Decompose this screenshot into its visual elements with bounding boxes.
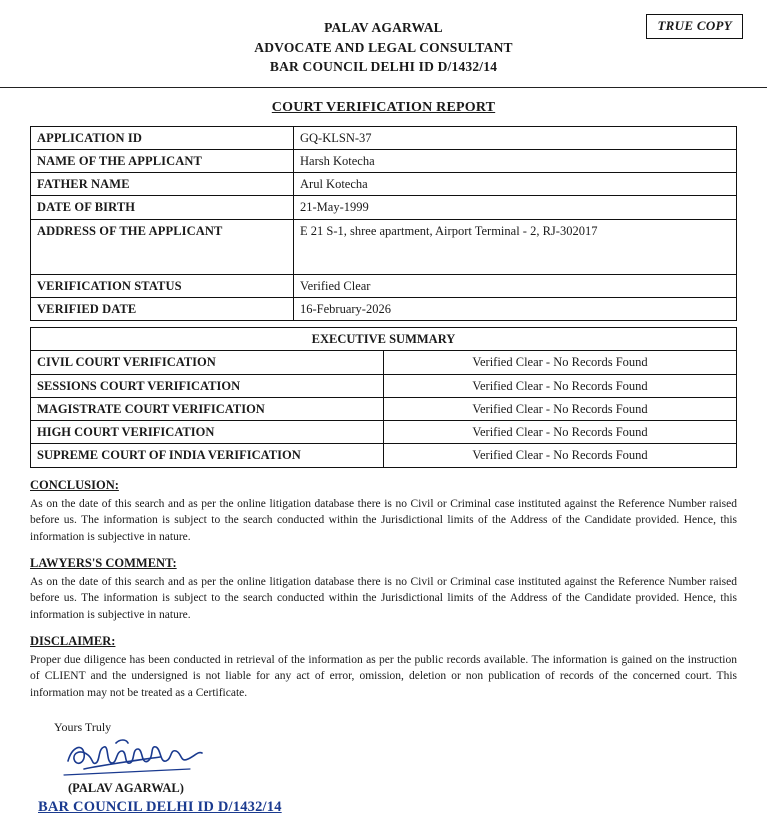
table-row xyxy=(31,173,737,196)
table-row xyxy=(31,297,737,320)
content-wrap xyxy=(0,126,767,816)
summary-heading: EXECUTIVE SUMMARY xyxy=(31,328,737,351)
conclusion-title: CONCLUSION: xyxy=(30,477,119,492)
table-row xyxy=(31,374,737,397)
table-row xyxy=(31,274,737,297)
row-label: NAME OF THE APPLICANT xyxy=(31,149,294,172)
executive-summary-table xyxy=(30,327,737,468)
summary-value: Verified Clear - No Records Found xyxy=(384,397,737,420)
row-value: E 21 S-1, shree apartment, Airport Terminal - 2, RJ-302017 xyxy=(294,219,737,274)
applicant-details-table xyxy=(30,126,737,322)
table-row xyxy=(31,149,737,172)
row-value: GQ-KLSN-37 xyxy=(294,126,737,149)
disclaimer-body: Proper due diligence has been conducted in retrieval of the information as per the public records available. The information is gained on the instruction of CLIENT and the undersigned is not liable for any act of error, omission, deletion or non publication of records of the concerned court. This information may not be treated as a Certificate. xyxy=(30,653,737,700)
table-row xyxy=(31,421,737,444)
table-row xyxy=(31,219,737,274)
summary-value: Verified Clear - No Records Found xyxy=(384,351,737,374)
row-value: 16-February-2026 xyxy=(294,297,737,320)
table-row xyxy=(31,444,737,467)
signatory-bar-id: BAR COUNCIL DELHI ID D/1432/14 xyxy=(38,798,282,815)
summary-value: Verified Clear - No Records Found xyxy=(384,374,737,397)
header-divider xyxy=(0,87,767,88)
true-copy-stamp: TRUE COPY xyxy=(646,14,743,39)
signature-icon xyxy=(62,735,222,781)
row-value: Harsh Kotecha xyxy=(294,149,737,172)
summary-label: SUPREME COURT OF INDIA VERIFICATION xyxy=(31,444,384,467)
summary-heading-row xyxy=(31,328,737,351)
row-label: VERIFIED DATE xyxy=(31,297,294,320)
row-label: APPLICATION ID xyxy=(31,126,294,149)
summary-label: CIVIL COURT VERIFICATION xyxy=(31,351,384,374)
advocate-designation: ADVOCATE AND LEGAL CONSULTANT xyxy=(254,39,513,55)
row-label: DATE OF BIRTH xyxy=(31,196,294,219)
closing-salutation: Yours Truly xyxy=(54,719,112,734)
summary-value: Verified Clear - No Records Found xyxy=(384,421,737,444)
row-value: 21-May-1999 xyxy=(294,196,737,219)
row-label: VERIFICATION STATUS xyxy=(31,274,294,297)
disclaimer-title: DISCLAIMER: xyxy=(30,633,116,648)
table-row xyxy=(31,397,737,420)
lawyer-comment-title: LAWYERS'S COMMENT: xyxy=(30,555,177,570)
row-label: FATHER NAME xyxy=(31,173,294,196)
advocate-bar-id: BAR COUNCIL DELHI ID D/1432/14 xyxy=(269,59,498,75)
disclaimer-section xyxy=(30,634,737,702)
table-row xyxy=(31,351,737,374)
report-title: COURT VERIFICATION REPORT xyxy=(271,99,496,115)
summary-label: SESSIONS COURT VERIFICATION xyxy=(31,374,384,397)
row-value: Verified Clear xyxy=(294,274,737,297)
conclusion-section xyxy=(30,478,737,546)
signatory-name: (PALAV AGARWAL) xyxy=(68,780,184,795)
row-value: Arul Kotecha xyxy=(294,173,737,196)
summary-label: MAGISTRATE COURT VERIFICATION xyxy=(31,397,384,420)
table-row xyxy=(31,126,737,149)
advocate-name: PALAV AGARWAL xyxy=(324,20,443,35)
table-row xyxy=(31,196,737,219)
lawyer-comment-body: As on the date of this search and as per the online litigation database there is no Civil or Criminal case instituted against the Reference Number raised before us. The information is subject to the search conducted within the Jurisdictional limits of the Address of the Candidate provided. Hence, this information is subjective in nature. xyxy=(30,575,737,622)
signature-area xyxy=(48,735,737,781)
row-label: ADDRESS OF THE APPLICANT xyxy=(31,219,294,274)
summary-label: HIGH COURT VERIFICATION xyxy=(31,421,384,444)
summary-value: Verified Clear - No Records Found xyxy=(384,444,737,467)
conclusion-body: As on the date of this search and as per the online litigation database there is no Civil or Criminal case instituted against the Reference Number raised before us. The information is subject to the search conducted within the Jurisdictional limits of the Address of the Candidate provided. Hence, this information is subjective in nature. xyxy=(30,497,737,544)
lawyer-comment-section xyxy=(30,556,737,624)
